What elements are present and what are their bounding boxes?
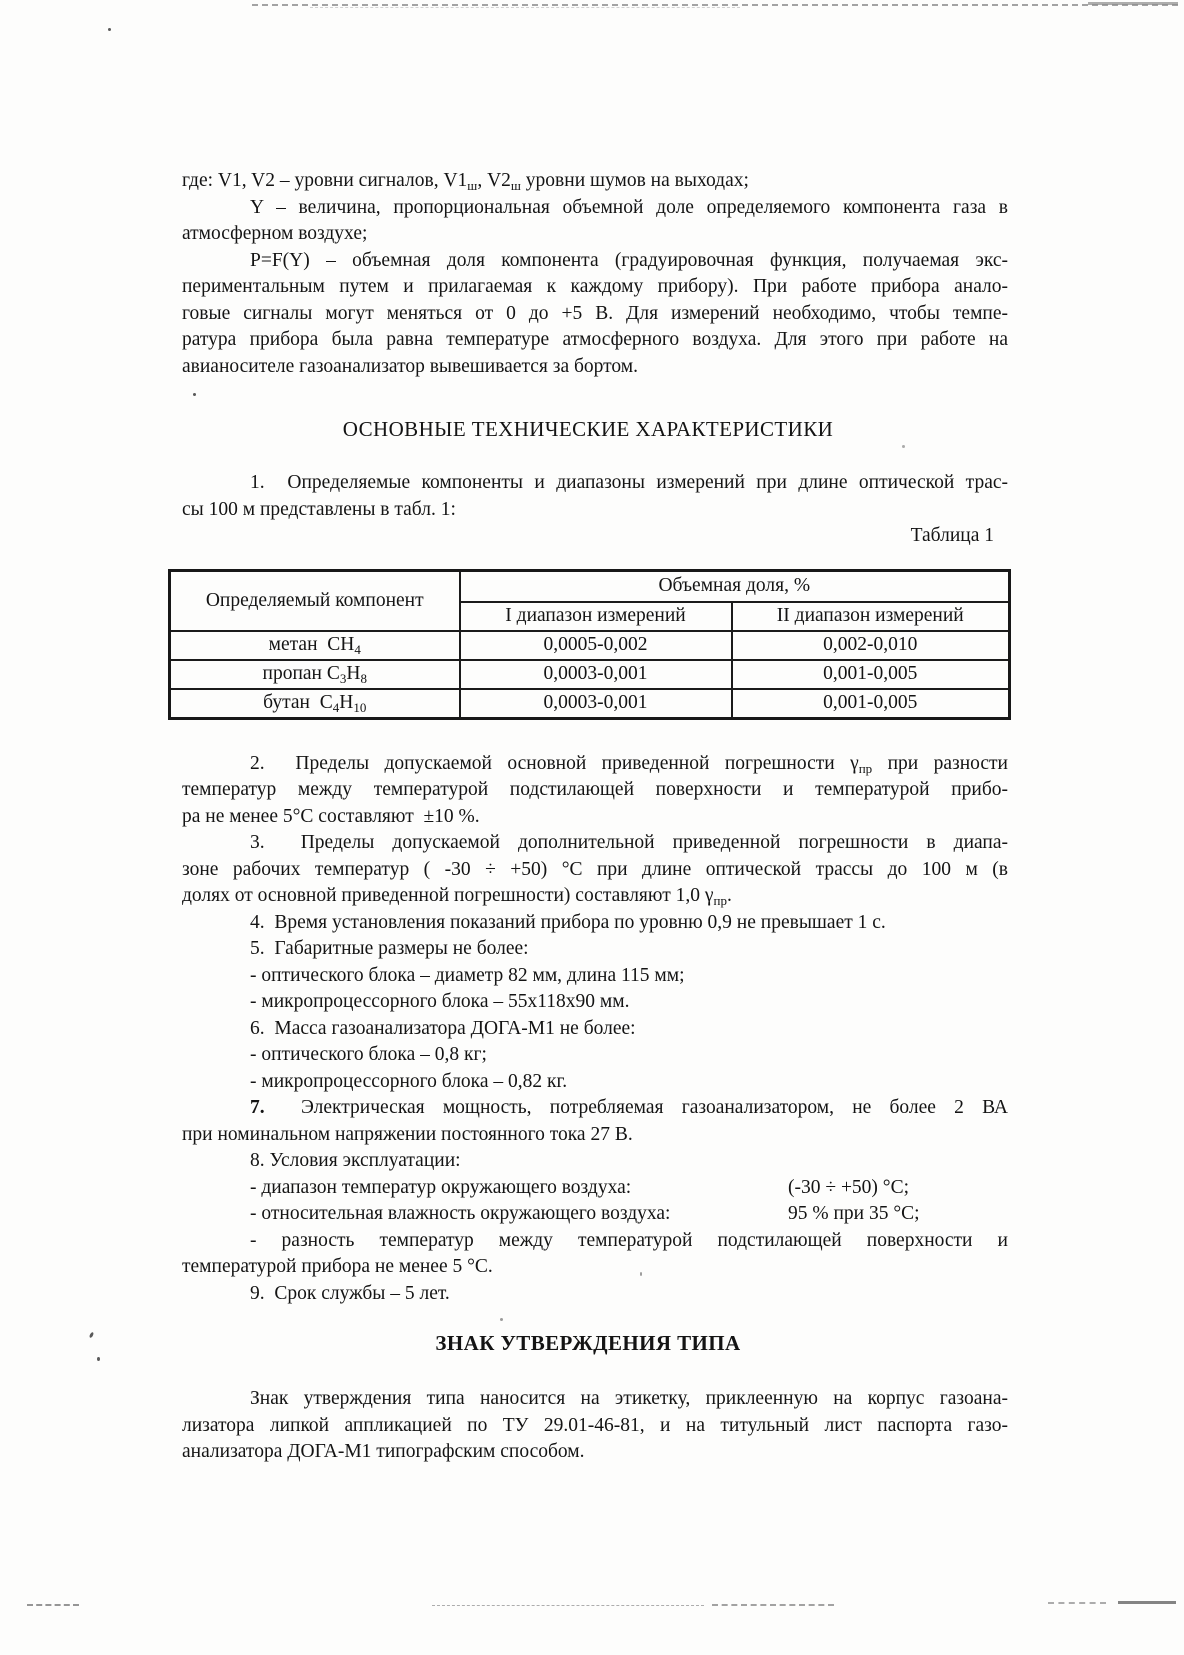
text-line: ратура прибора была равна температуре атмосферного воздуха. Для этого при работе на xyxy=(182,329,1008,350)
component-header-cell: Определяемый компонент xyxy=(170,570,460,631)
text-line: периментальным путем и прилагаемая к каждому прибору). При работе прибора анало- xyxy=(182,276,1008,297)
scan-artifact-bottom-dashes xyxy=(432,1605,704,1606)
spec-line: - диапазон температур окружающего воздуха: (-30 ÷ +50) °С; xyxy=(168,1175,1008,1202)
spec-line: при номинальном напряжении постоянного тока 27 В. xyxy=(182,1123,633,1145)
text-column xyxy=(168,168,1008,1466)
spec-line: температур между температурой подстилающей поверхности и температурой прибо- xyxy=(182,779,1008,800)
range2-cell: 0,001-0,005 xyxy=(732,689,1010,719)
text-line: сы 100 м представлены в табл. 1: xyxy=(182,498,456,520)
volume-share-header-cell: Объемная доля, % xyxy=(460,570,1010,602)
text-line: авианосителе газоанализатор вывешивается за бортом. xyxy=(182,355,639,377)
scan-artifact-bottom-dashes xyxy=(712,1604,834,1606)
range1-cell: 0,0003-0,001 xyxy=(460,660,732,689)
spec-line: - микропроцессорного блока – 0,82 кг. xyxy=(250,1070,568,1092)
spec-line: - оптического блока – 0,8 кг; xyxy=(250,1044,487,1065)
range1-cell: 0,0003-0,001 xyxy=(460,689,732,719)
range1-cell: 0,0005-0,002 xyxy=(460,631,732,660)
scan-speck xyxy=(89,1332,94,1339)
text-line: Y – величина, пропорциональная объемной доле определяемого компонента газа в xyxy=(250,196,1008,218)
spec-line: - относительная влажность окружающего воздуха: 95 % при 35 °С; xyxy=(168,1201,1008,1228)
scan-artifact-bottom-dashes xyxy=(27,1604,79,1606)
table-row xyxy=(170,631,1010,660)
components-table xyxy=(168,569,1011,720)
section-heading-main-specs: ОСНОВНЫЕ ТЕХНИЧЕСКИЕ ХАРАКТЕРИСТИКИ xyxy=(342,417,834,441)
component-cell: бутан $C_4H_{10}$ xyxy=(170,689,460,719)
spec-line: 6. Масса газоанализатора ДОГА-М1 не более: xyxy=(250,1017,636,1039)
spec-line: температурой прибора не менее 5 °С. xyxy=(182,1256,493,1277)
spec-value: 95 % при 35 °С; xyxy=(788,1203,920,1224)
spec-line: 5. Габаритные размеры не более: xyxy=(250,938,529,959)
table-header-row xyxy=(170,570,1010,602)
component-cell: метан $CH_4$ xyxy=(170,631,460,660)
specs-list xyxy=(168,751,1008,1308)
spec-line: 2. Пределы допускаемой основной приведенной погрешности $\gamma_{пр}$ при разности xyxy=(250,752,1008,776)
spec-value: (-30 ÷ +50) °С; xyxy=(788,1176,910,1198)
table-row xyxy=(170,689,1010,719)
table-label: Таблица 1 xyxy=(910,525,994,546)
scan-speck xyxy=(97,1357,100,1361)
section-heading-type-approval: ЗНАК УТВЕРЖДЕНИЯ ТИПА xyxy=(435,1331,741,1355)
range2-header-cell: II диапазон измерений xyxy=(732,602,1010,631)
text-line: анализатора ДОГА-М1 типографским способом. xyxy=(182,1441,585,1462)
text-line: где: V1, V2 – уровни сигналов, $V1_ш$, $V2_ш$ уровни шумов на выходах; xyxy=(182,170,749,193)
spec-line: 8. Условия эксплуатации: xyxy=(250,1150,461,1171)
text-line: Знак утверждения типа наносится на этикетку, приклеенную на корпус газоана- xyxy=(250,1388,1008,1409)
spec-line: - оптического блока – диаметр 82 мм, длина 115 мм; xyxy=(250,964,685,986)
scan-artifact-bottom-dashes xyxy=(1118,1601,1176,1604)
spec-line: 4. Время установления показаний прибора по уровню 0,9 не превышает 1 с. xyxy=(250,911,886,933)
text-line: лизатора липкой аппликацией по ТУ 29.01-46-81, и на титульный лист паспорта газо- xyxy=(182,1414,1008,1436)
intro-paragraph xyxy=(168,168,1008,380)
range1-header-cell: I диапазон измерений xyxy=(460,602,732,631)
table-row xyxy=(170,660,1010,689)
spec-line: зоне рабочих температур ( -30 ÷ +50) °С при длине оптической трассы до 100 м (в xyxy=(182,858,1008,880)
scan-speck xyxy=(108,28,111,31)
scan-artifact-top-dashes xyxy=(1088,2,1178,5)
text-line: говые сигналы могут меняться от 0 до +5 В. Для измерений необходимо, чтобы темпе- xyxy=(182,302,1008,324)
range2-cell: 0,002-0,010 xyxy=(732,631,1010,660)
spec-line: 3. Пределы допускаемой дополнительной приведенной погрешности в диапа- xyxy=(250,832,1008,853)
spec-line: 7. Электрическая мощность, потребляемая газоанализатором, не более 2 ВА xyxy=(250,1097,1008,1118)
spec-line: - микропроцессорного блока – 55х118х90 мм. xyxy=(250,991,630,1012)
spec-line: 9. Срок службы – 5 лет. xyxy=(250,1282,450,1304)
component-cell: пропан $C_3H_8$ xyxy=(170,660,460,689)
spec-line: долях от основной приведенной погрешности) составляют 1,0 $\gamma_{пр}$. xyxy=(182,885,732,908)
scan-artifact-top-dashes xyxy=(252,4,1178,6)
range2-cell: 0,001-0,005 xyxy=(732,660,1010,689)
scan-artifact-top-dashes xyxy=(310,7,740,8)
spec-line: ра не менее 5°С составляют ±10 %. xyxy=(182,805,480,827)
text-line: P=F(Y) – объемная доля компонента (градуировочная функция, получаемая экс- xyxy=(250,249,1008,271)
scan-artifact-bottom-dashes xyxy=(1048,1602,1106,1604)
spec-line: - разность температур между температурой подстилающей поверхности и xyxy=(250,1229,1008,1251)
closing-paragraph xyxy=(168,1386,1008,1466)
text-line: атмосферном воздухе; xyxy=(182,223,368,244)
text-line: 1. Определяемые компоненты и диапазоны измерений при длине оптической трас- xyxy=(250,472,1008,493)
section1-intro xyxy=(168,470,1008,523)
